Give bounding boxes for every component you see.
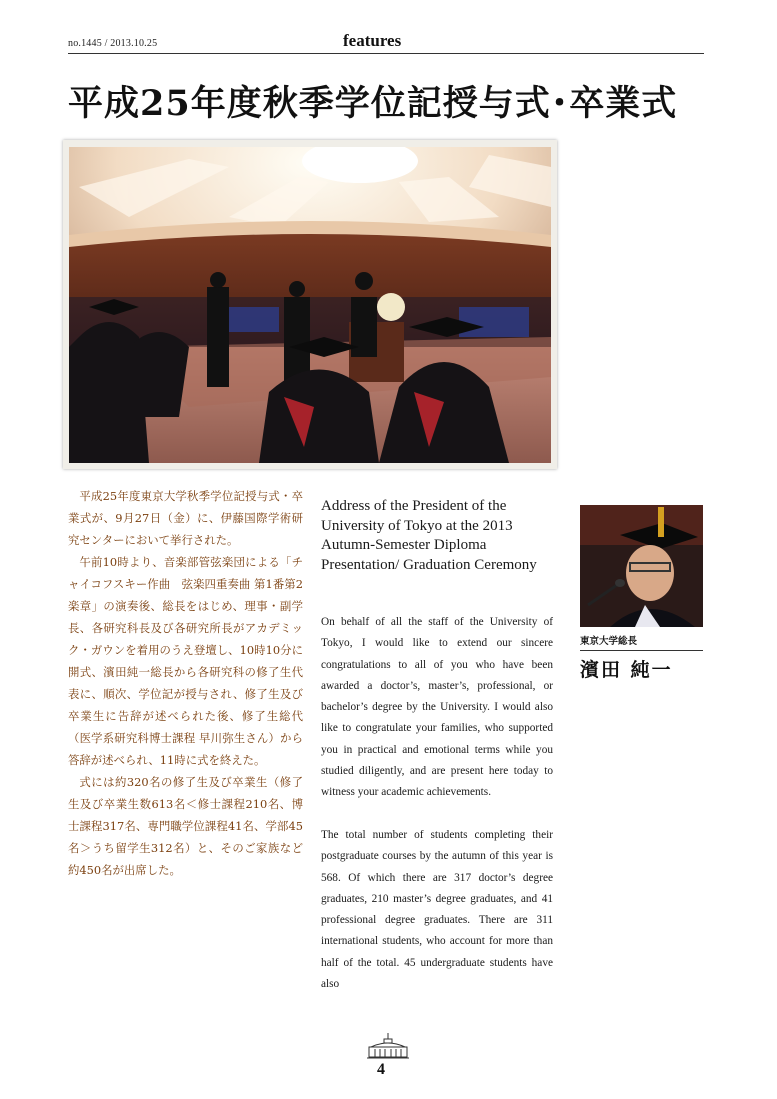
en-paragraph: On behalf of all the staff of the University of Tokyo, I would like to extend our sincere congratulations to all of you who have been awarded a doctor’s, master’s, professional, or bachelor’s degree by the University. I would also like to congratulate your families, who supported you in practical and emotional terms while you studied diligently, and are present here today to witness your academic achievements. [321, 616, 553, 799]
page-number: 4 [377, 1061, 385, 1078]
header-rule [68, 53, 704, 54]
english-article-body [321, 612, 553, 995]
jp-paragraph: 午前10時より、音楽部管弦楽団による「チャイコフスキー作曲 弦楽四重奏曲 第1番第2楽章」の演奏後、総長をはじめ、理事・副学長、各研究科長及び各研究所長がアカデミック・ガウンを着用のうえ登壇し、10時10分に開式、濱田純一総長から各研究科の修了生代表に、順次、学位記が授与され、修了生及び卒業生に告辞が述べられた後、修了生総代（医学系研究科博士課程 早川弥生さん）から答辞が述べられ、11時に式を終えた。 [68, 555, 303, 767]
portrait-caption-name: 濱田 純一 [580, 659, 673, 681]
caption-rule [580, 650, 703, 651]
ceremony-photo [63, 140, 557, 469]
portrait-image [580, 505, 703, 627]
japanese-article-body [68, 485, 303, 881]
english-article-title: Address of the President of the University of Tokyo at the 2013 Autumn-Semester Diploma Presentation/ Graduation Ceremony [321, 498, 537, 573]
issue-info: no.1445 / 2013.10.25 [68, 38, 158, 49]
ceremony-hall-image [69, 147, 551, 463]
en-paragraph: The total number of students completing their postgraduate courses by the autumn of this year is 568. Of which there are 317 doctor’s degree graduates, 210 master’s degree graduates, and 41 professional degree graduates. There are 311 international students, who account for more than half of the total. 45 undergraduate students have also [321, 828, 553, 991]
page-title: 平成25年度秋季学位記授与式･卒業式 [68, 83, 678, 124]
jp-paragraph: 式には約320名の修了生及び卒業生（修了生及び卒業生数613名＜修士課程210名、博士課程317名、専門職学位課程41名、学部45名＞うち留学生312名）と、そのご家族など約450名が出席した。 [68, 775, 303, 877]
section-label: features [343, 31, 402, 50]
yasuda-auditorium-icon [367, 1031, 409, 1063]
jp-paragraph: 平成25年度東京大学秋季学位記授与式・卒業式が、9月27日（金）に、伊藤国際学術研究センターにおいて挙行された。 [68, 489, 303, 547]
portrait-caption-role: 東京大学総長 [580, 636, 638, 647]
president-portrait [580, 505, 703, 627]
